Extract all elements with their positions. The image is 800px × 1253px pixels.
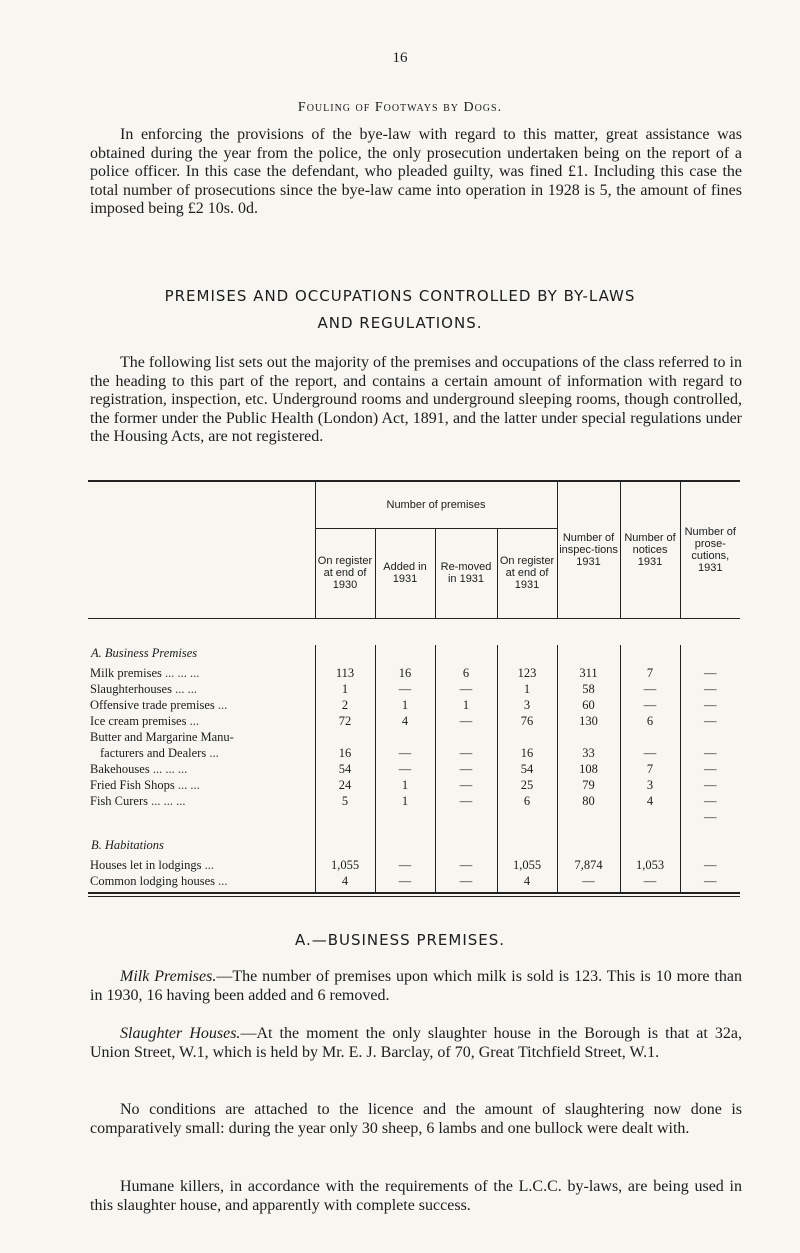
table-row <box>88 777 740 793</box>
cell: — <box>375 857 435 873</box>
cell: — <box>435 681 497 697</box>
table-row <box>88 665 740 681</box>
row-label: Milk premises <box>90 665 162 680</box>
slaughter-lead: Slaughter Houses. <box>120 1025 241 1042</box>
cell: — <box>435 777 497 793</box>
header-prosecutions: Number of prose-cutions, 1931 <box>680 482 740 618</box>
row-label: Houses let in lodgings <box>90 857 202 872</box>
cell: 1 <box>497 681 557 697</box>
page-number: 16 <box>392 50 408 66</box>
cell: 130 <box>557 713 620 729</box>
section-b-label: B. Habitations <box>91 837 164 852</box>
cell: 6 <box>435 665 497 681</box>
cell: 1 <box>375 793 435 809</box>
row-label: Slaughterhouses <box>90 681 172 696</box>
slaughter-text: —At the moment the only slaughter house in the Borough is that at 32a, Union Street, W.1, which is held by Mr. E. J. Barclay, of 70, Great Titchfield Street, W.1. <box>90 1025 743 1061</box>
cell: — <box>435 713 497 729</box>
cell: — <box>435 873 497 889</box>
cell: 1,055 <box>497 857 557 873</box>
conditions-paragraph: No conditions are attached to the licence and the amount of slaughtering now done is comparatively small: during the year only 30 sheep, 6 lambs and one bullock were dealt with. <box>90 1101 742 1137</box>
cell: 2 <box>315 697 375 713</box>
header-on-register-1930: On register at end of 1930 <box>315 528 375 618</box>
cell: 16 <box>375 665 435 681</box>
cell: 79 <box>557 777 620 793</box>
section-a-label: A. Business Premises <box>91 645 198 660</box>
header-notices: Number of notices 1931 <box>620 482 680 618</box>
premises-table-grid <box>88 482 740 892</box>
table-row <box>88 745 740 761</box>
row-label: Common lodging houses <box>90 873 216 888</box>
cell: — <box>680 713 740 729</box>
row-dots: ... ... ... <box>161 665 200 680</box>
premises-heading-line2: AND REGULATIONS. <box>317 314 483 332</box>
cell: 16 <box>315 745 375 761</box>
cell: 1 <box>435 697 497 713</box>
cell: 1 <box>315 681 375 697</box>
cell: 60 <box>557 697 620 713</box>
cell: 1,053 <box>620 857 680 873</box>
cell: 72 <box>315 713 375 729</box>
fouling-paragraph: In enforcing the provisions of the bye-law with regard to this matter, great assistance was obtained during the year from the police, the only prosecution undertaken being on the report of a police officer. In this case the defendant, who pleaded guilty, was fined £1. Including this case the total number of prosecutions since the bye-law came into operation in 1928 is 5, the amount of fines imposed being £2 10s. 0d. <box>90 126 742 217</box>
row-dots: ... ... ... <box>148 793 186 808</box>
cell: 24 <box>315 777 375 793</box>
humane-paragraph: Humane killers, in accordance with the requirements of the L.C.C. by-laws, are being used in this slaughter house, and apparently with complete success. <box>90 1178 742 1214</box>
header-removed: Re-moved in 1931 <box>435 528 497 618</box>
business-premises-heading: A.—BUSINESS PREMISES. <box>294 931 506 949</box>
premises-heading-line1: PREMISES AND OCCUPATIONS CONTROLLED BY BY-LAWS <box>164 287 636 305</box>
cell: 6 <box>497 793 557 809</box>
cell: — <box>680 681 740 697</box>
milk-lead: Milk Premises. <box>120 968 217 985</box>
cell: — <box>680 761 740 777</box>
cell: 6 <box>620 713 680 729</box>
row-dots: ... ... <box>174 777 200 792</box>
row-label: facturers and Dealers <box>100 745 207 760</box>
cell: 33 <box>557 745 620 761</box>
cell: 3 <box>497 697 557 713</box>
table-row <box>88 729 740 745</box>
row-label: Ice cream premises <box>90 713 187 728</box>
row-dots: ... <box>186 713 199 728</box>
header-added: Added in 1931 <box>375 528 435 618</box>
cell: — <box>375 761 435 777</box>
row-dots: ... ... <box>171 681 197 696</box>
row-label: Butter and Margarine Manu- <box>90 729 234 744</box>
cell: — <box>680 697 740 713</box>
cell: 4 <box>375 713 435 729</box>
cell: 25 <box>497 777 557 793</box>
cell: 5 <box>315 793 375 809</box>
cell: 80 <box>557 793 620 809</box>
cell: — <box>680 857 740 873</box>
cell: 7 <box>620 761 680 777</box>
cell: 123 <box>497 665 557 681</box>
cell: — <box>620 745 680 761</box>
header-blank <box>88 482 315 618</box>
row-dots: ... <box>214 697 228 712</box>
cell: 54 <box>315 761 375 777</box>
table-row <box>88 713 740 729</box>
milk-text: —The number of premises upon which milk is sold is 123. This is 10 more than in 1930, 16 having been added and 6 removed. <box>90 968 743 1004</box>
row-dots: ... <box>201 857 214 872</box>
cell: — <box>435 761 497 777</box>
row-label: Fried Fish Shops <box>90 777 175 792</box>
cell: — <box>680 745 740 761</box>
slaughter-paragraph <box>90 1025 742 1062</box>
row-dots: ... ... ... <box>149 761 188 776</box>
cell: 1 <box>375 777 435 793</box>
cell: 16 <box>497 745 557 761</box>
table-row <box>88 681 740 697</box>
cell: 108 <box>557 761 620 777</box>
cell: — <box>680 793 740 809</box>
cell: — <box>620 873 680 889</box>
cell: 4 <box>315 873 375 889</box>
cell: 4 <box>620 793 680 809</box>
cell: — <box>375 681 435 697</box>
table-bottom-rule-thin <box>88 896 740 897</box>
cell: 311 <box>557 665 620 681</box>
cell: — <box>375 873 435 889</box>
table-row <box>88 793 740 809</box>
row-label: Fish Curers <box>90 793 148 808</box>
cell: 76 <box>497 713 557 729</box>
header-inspections: Number of inspec-tions 1931 <box>557 482 620 618</box>
header-on-register-1931: On register at end of 1931 <box>497 528 557 618</box>
premises-table <box>88 480 740 897</box>
cell: — <box>435 745 497 761</box>
cell: — <box>435 857 497 873</box>
cell: 58 <box>557 681 620 697</box>
row-label: Offensive trade premises <box>90 697 215 712</box>
cell: 1 <box>375 697 435 713</box>
cell: — <box>680 665 740 681</box>
header-number-of-premises: Number of premises <box>315 482 557 528</box>
row-dots: ... <box>206 745 219 760</box>
cell: — <box>375 745 435 761</box>
cell: 113 <box>315 665 375 681</box>
cell: — <box>680 873 740 889</box>
table-row <box>88 857 740 873</box>
cell: 7 <box>620 665 680 681</box>
cell: 7,874 <box>557 857 620 873</box>
milk-paragraph <box>90 968 742 1005</box>
extra-dash: — <box>680 809 740 825</box>
table-row <box>88 873 740 889</box>
cell: 4 <box>497 873 557 889</box>
cell: — <box>620 681 680 697</box>
cell: — <box>620 697 680 713</box>
premises-intro-paragraph: The following list sets out the majority of the premises and occupations of the class referred to in the heading to this part of the report, and contains a certain amount of information with regard to registration, inspection, etc. Underground rooms and underground sleeping rooms, though controlled, the former under the Public Health (London) Act, 1891, and the latter under special regulations under the Housing Acts, are not registered. <box>90 354 742 445</box>
table-row <box>88 761 740 777</box>
fouling-heading: Fouling of Footways by Dogs. <box>297 100 503 115</box>
table-row <box>88 697 740 713</box>
cell: 1,055 <box>315 857 375 873</box>
row-dots: ... <box>215 873 228 888</box>
cell: 3 <box>620 777 680 793</box>
cell: — <box>435 793 497 809</box>
cell: — <box>680 777 740 793</box>
cell: — <box>557 873 620 889</box>
cell: 54 <box>497 761 557 777</box>
row-label: Bakehouses <box>90 761 150 776</box>
